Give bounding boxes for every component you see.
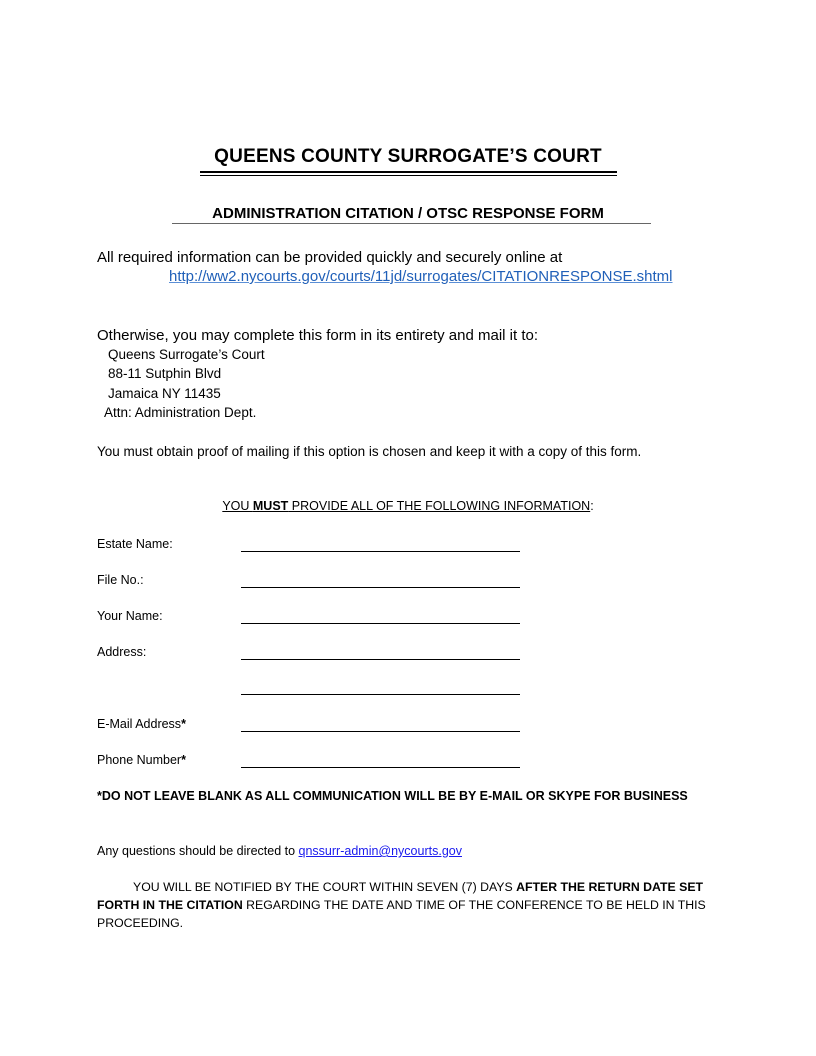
file-no-label: File No.:: [97, 573, 144, 587]
citation-response-link[interactable]: http://ww2.nycourts.gov/courts/11jd/surrogates/CITATIONRESPONSE.shtml: [169, 268, 673, 285]
required-mark: *: [181, 753, 186, 767]
email-label-text: E-Mail Address: [97, 717, 182, 731]
address-line-street: 88-11 Sutphin Blvd: [108, 366, 222, 381]
email-field[interactable]: [241, 731, 520, 732]
heading-must: MUST: [252, 499, 289, 513]
phone-field[interactable]: [241, 767, 520, 768]
notification-notice: [97, 878, 709, 932]
email-label: [97, 717, 186, 731]
form-subtitle: ADMINISTRATION CITATION / OTSC RESPONSE FORM: [212, 205, 604, 222]
title-double-rule-bottom: [200, 175, 617, 176]
admin-email-link[interactable]: qnssurr-admin@nycourts.gov: [298, 844, 462, 858]
mail-intro: Otherwise, you may complete this form in its entirety and mail it to:: [97, 327, 538, 344]
estate-name-label: Estate Name:: [97, 537, 173, 551]
required-info-heading: [0, 499, 816, 513]
contact-text: Any questions should be directed to: [97, 844, 299, 858]
required-mark: *: [181, 717, 186, 731]
heading-pre: YOU: [222, 499, 253, 513]
heading-colon: :: [590, 499, 594, 513]
subtitle-underline: [172, 223, 651, 224]
notice-part-2-bold: AFTER THE RETURN DATE SET FORTH IN THE CITATION: [97, 880, 704, 912]
estate-name-field[interactable]: [241, 551, 520, 552]
your-name-field[interactable]: [241, 623, 520, 624]
your-name-label: Your Name:: [97, 609, 163, 623]
address-line-court: Queens Surrogate’s Court: [108, 347, 265, 362]
heading-post: PROVIDE ALL OF THE FOLLOWING INFORMATION: [288, 499, 591, 513]
notice-part-3: REGARDING THE DATE AND TIME OF THE CONFERENCE TO BE HELD IN THIS PROCEEDING.: [97, 898, 706, 930]
title-double-rule-top: [200, 171, 617, 173]
address-field-line-2[interactable]: [241, 694, 520, 695]
phone-label-text: Phone Number: [97, 753, 182, 767]
address-field-line-1[interactable]: [241, 659, 520, 660]
proof-of-mailing-note: You must obtain proof of mailing if this option is chosen and keep it with a copy of this form.: [97, 444, 642, 459]
address-line-attn: Attn: Administration Dept.: [104, 405, 257, 420]
contact-line: [97, 844, 462, 858]
address-label: Address:: [97, 645, 147, 659]
file-no-field[interactable]: [241, 587, 520, 588]
online-intro: All required information can be provided quickly and securely online at: [97, 249, 563, 266]
notice-part-1: YOU WILL BE NOTIFIED BY THE COURT WITHIN SEVEN (7) DAYS: [133, 880, 517, 894]
phone-label: [97, 753, 186, 767]
address-line-city: Jamaica NY 11435: [108, 386, 221, 401]
do-not-leave-blank-warning: *DO NOT LEAVE BLANK AS ALL COMMUNICATION WILL BE BY E-MAIL OR SKYPE FOR BUSINESS: [97, 789, 688, 803]
page-title: QUEENS COUNTY SURROGATE’S COURT: [214, 146, 602, 167]
